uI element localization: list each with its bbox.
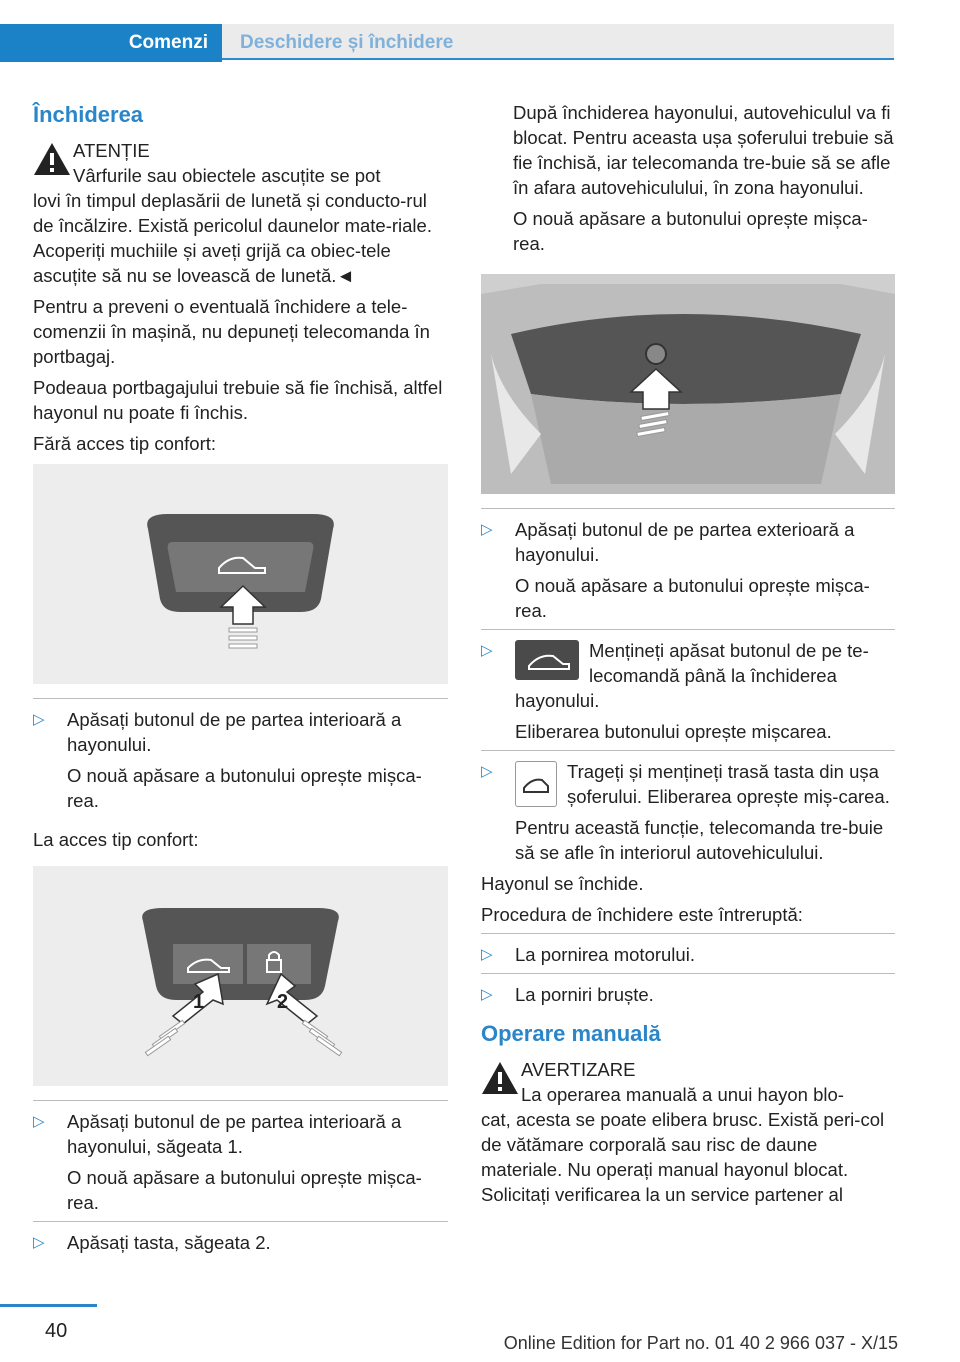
footer-accent-line [0,1304,97,1307]
bullet-text: La porniri bruște. [515,984,654,1005]
list-item [481,759,895,865]
divider [481,629,895,630]
paragraph: La acces tip confort: [33,829,199,850]
divider [481,750,895,751]
figure-comfort-access-buttons [33,866,448,1086]
bullet-marker: ▷ [481,521,493,538]
divider [481,508,895,509]
warning-text-first: Vârfurile sau obiectele ascuțite se pot [73,165,381,186]
warning-block [33,138,448,288]
bullet-text: Eliberarea butonului oprește mișcarea. [515,721,832,742]
warning-text: lovi în timpul deplasării de lunetă și conducto-rul de încălzire. Există pericolul daunelor mate-riale. Acoperiți muchiile și aveți grijă ca obiec-tele ascuțite să nu se lovească de lunetă.◄ [33,190,432,286]
bullet-marker: ▷ [481,642,493,659]
bullet-text: O nouă apăsare a butonului oprește mișca-rea. [515,575,870,621]
divider [33,1221,448,1222]
paragraph: După închiderea hayonului, autovehiculul va fi blocat. Pentru aceasta ușa șoferului trebuie să fie închisă, iar telecomanda tre-buie să se afle în afara autovehiculului, în zona hayonului. [513,102,894,198]
comfort-buttons-illustration [33,866,448,1086]
paragraph: Fără acces tip confort: [33,433,217,454]
page-number: 40 [45,1320,68,1342]
warning-title: AVERTIZARE [521,1059,636,1080]
list-item [481,942,895,967]
left-column [33,100,448,1261]
bullet-text: Trageți și mențineți trasă tasta din ușa șoferului. Eliberarea oprește miș-carea. [567,761,890,807]
bullet-text: Apăsați butonul de pe partea interioară a hayonului, săgeata 1. [67,1111,402,1157]
tab-deschidere-inchidere[interactable]: Deschidere și închidere [222,24,894,60]
header-tabs [0,24,894,62]
warning-text-first: La operarea manuală a unui hayon blo- [521,1084,844,1105]
divider [33,1100,448,1101]
arrow-label-1: 1 [193,991,205,1013]
paragraph: O nouă apăsare a butonului oprește mișca-rea. [513,208,868,254]
bullet-text: La pornirea motorului. [515,944,695,965]
remote-tailgate-key-icon [515,640,579,680]
warning-text: cat, acesta se poate elibera brusc. Există peri-col de vătămare corporală sau risc de daune materiale. Nu operați manual hayonul blocat. Solicitați verificarea la un service partener al [481,1109,885,1205]
bullet-text: O nouă apăsare a butonului oprește mișca-rea. [67,765,422,811]
figure-car-rear [481,274,895,494]
bullet-text: Mențineți apăsat butonul de pe te-lecomandă până la închiderea hayonului. [515,640,869,711]
bullet-marker: ▷ [33,711,45,728]
paragraph: Procedura de închidere este întreruptă: [481,904,803,925]
list-item [481,982,895,1007]
tailgate-button-illustration [33,464,448,684]
bullet-text: Apăsați butonul de pe partea interioară a hayonului. [67,709,402,755]
tab-comenzi[interactable]: Comenzi [0,24,222,62]
car-rear-illustration [481,274,895,494]
section-heading-inchiderea: Închiderea [33,102,144,127]
door-tailgate-key-icon [515,761,557,807]
bullet-text: Pentru această funcție, telecomanda tre-buie să se afle în interiorul autovehiculului. [515,817,884,863]
warning-block [481,1057,895,1207]
list-item [33,707,448,813]
divider [481,933,895,934]
paragraph: Podeaua portbagajului trebuie să fie închisă, altfel hayonul nu poate fi închis. [33,377,443,423]
list-item [33,1109,448,1215]
bullet-text: Apăsați tasta, săgeata 2. [67,1232,271,1253]
paragraph: Hayonul se închide. [481,873,644,894]
arrow-label-2: 2 [277,991,289,1013]
edition-footer: Online Edition for Part no. 01 40 2 966 037 - X/15 [503,1333,898,1353]
right-column [481,100,895,1213]
divider [33,698,448,699]
bullet-marker: ▷ [481,763,493,780]
list-item [481,638,895,744]
bullet-marker: ▷ [481,986,493,1003]
list-item [481,517,895,623]
bullet-text: Apăsați butonul de pe partea exterioară a hayonului. [515,519,855,565]
bullet-marker: ▷ [33,1113,45,1130]
warning-triangle-icon [33,142,71,176]
section-heading-operare-manuala: Operare manuală [481,1021,661,1046]
warning-triangle-icon [481,1061,519,1095]
paragraph: Pentru a preveni o eventuală închidere a tele-comenzii în mașină, nu depuneți telecomanda în portbagaj. [33,296,430,367]
list-item [33,1230,448,1255]
bullet-text: O nouă apăsare a butonului oprește mișca-rea. [67,1167,422,1213]
divider [481,973,895,974]
warning-title: ATENȚIE [73,140,150,161]
bullet-marker: ▷ [33,1234,45,1251]
bullet-marker: ▷ [481,946,493,963]
figure-tailgate-button [33,464,448,684]
